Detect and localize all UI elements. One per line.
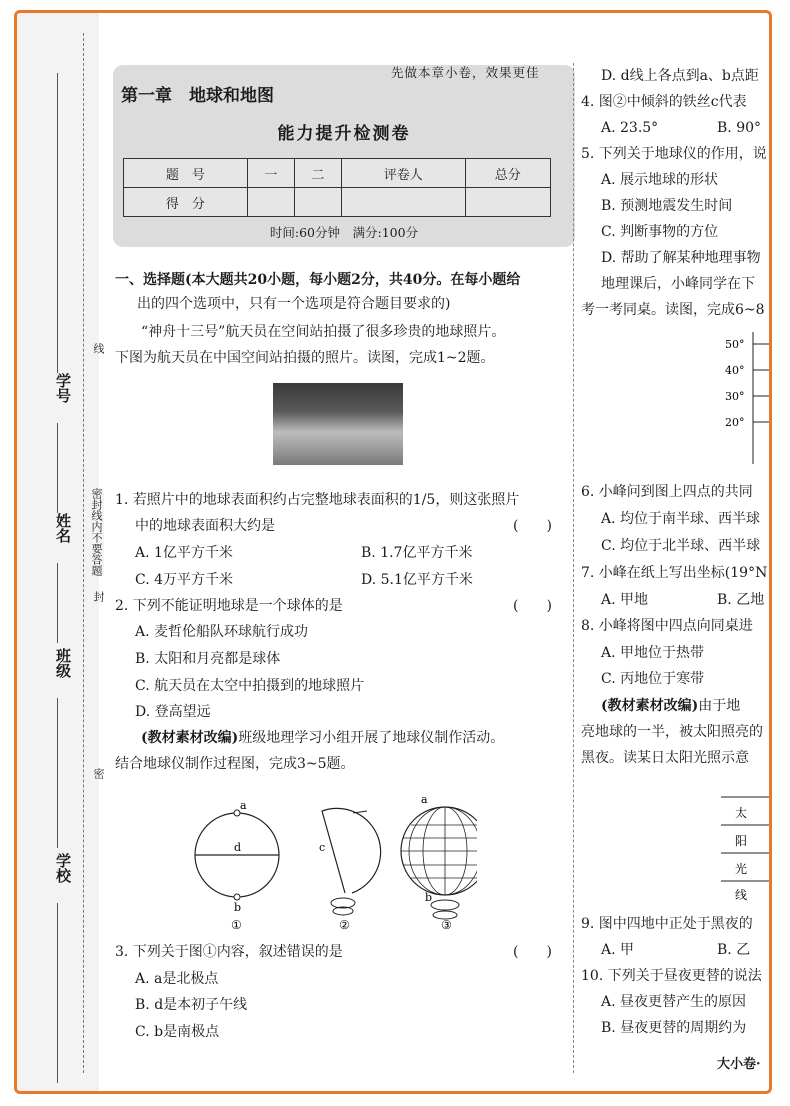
option[interactable]: B. 预测地震发生时间 (601, 198, 733, 214)
option[interactable]: C. 判断事物的方位 (601, 224, 719, 240)
margin-line (57, 563, 58, 643)
class-label: 班级 (54, 648, 72, 678)
option[interactable]: D. d线上各点到a、b点距 (601, 68, 759, 84)
figure-3-globe (401, 793, 477, 932)
option[interactable]: D. 登高望远 (135, 704, 211, 720)
option[interactable]: A. 展示地球的形状 (601, 172, 719, 188)
question-8: 8. 小峰将图中四点向同桌进 (581, 618, 753, 634)
option[interactable]: C. 4万平方千米 (135, 572, 234, 588)
passage-text: 地理课后，小峰同学在下 (601, 276, 755, 292)
question-4: 4. 图②中倾斜的铁丝c代表 (581, 94, 747, 110)
answer-bracket[interactable]: ( ) (513, 944, 552, 960)
passage-text: 下图为航天员在中国空间站拍摄的照片。读图，完成1~2题。 (115, 350, 495, 366)
score-input-cell[interactable] (294, 188, 341, 217)
score-header-cell: 一 (247, 159, 294, 188)
exam-page (14, 10, 772, 1094)
label-b: b (425, 891, 433, 904)
sunlight-char: 线 (735, 888, 748, 902)
latitude-grid-figure (717, 328, 772, 468)
score-input-cell[interactable] (465, 188, 550, 217)
lat-label: 50° (725, 338, 745, 351)
figure-number-1: ① (231, 918, 242, 932)
lat-label: 40° (725, 364, 745, 377)
passage-text: 黑夜。读某日太阳光照示意 (581, 750, 749, 766)
margin-line (57, 698, 58, 848)
globe-making-figure (177, 783, 477, 933)
option[interactable]: B. 昼夜更替的周期约为 (601, 1020, 747, 1036)
question-6: 6. 小峰问到图上四点的共同 (581, 484, 753, 500)
seal-warning: 密封线内不要答题 (90, 488, 103, 576)
answer-bracket[interactable]: ( ) (513, 518, 552, 534)
label-c: c (319, 841, 326, 854)
lat-label: 20° (725, 416, 745, 429)
label-b: b (234, 901, 242, 914)
option[interactable]: B. 太阳和月亮都是球体 (135, 651, 281, 667)
score-header-cell: 评卷人 (341, 159, 465, 188)
option[interactable]: B. 90° (717, 120, 762, 136)
option[interactable]: A. 1亿平方千米 (135, 545, 233, 561)
score-label-cell: 得 分 (124, 188, 248, 217)
option[interactable]: A. 昼夜更替产生的原因 (601, 994, 747, 1010)
seal-char-mi: 密 (92, 768, 105, 779)
name-label: 姓名 (54, 513, 72, 543)
passage-text: “神舟十三号”航天员在空间站拍摄了很多珍贵的地球照片。 (141, 324, 506, 340)
source-tag: (教材素材改编) (601, 698, 699, 714)
option[interactable]: B. 乙地 (717, 592, 765, 608)
sunlight-char: 太 (735, 806, 748, 820)
question-1: 1. 若照片中的地球表面积约占完整地球表面积的1/5，则这张照片 (115, 492, 520, 508)
space-station-earth-photo (273, 383, 403, 465)
answer-bracket[interactable]: ( ) (513, 598, 552, 614)
section-instructions: 出的四个选项中，只有一个选项是符合题目要求的) (137, 296, 451, 312)
label-d: d (234, 841, 242, 854)
question-9: 9. 图中四地中正处于黑夜的 (581, 916, 753, 932)
source-tag: (教材素材改编) (141, 730, 239, 746)
figure-number-3: ③ (441, 918, 452, 932)
margin-line (57, 73, 58, 373)
lat-label: 30° (725, 390, 745, 403)
passage-text: 班级地理学习小组开展了地球仪制作活动。 (238, 730, 505, 746)
question-1-cont: 中的地球表面积大约是 (135, 518, 275, 534)
label-a: a (421, 793, 428, 806)
tagline: 先做本章小卷，效果更佳 (391, 65, 540, 80)
figure-number-2: ② (339, 918, 350, 932)
footer-label: 大小卷· (717, 1057, 761, 1072)
score-header-cell: 题 号 (124, 159, 248, 188)
paper-title: 能力提升检测卷 (277, 124, 411, 144)
score-table (123, 158, 551, 217)
score-header-cell: 二 (294, 159, 341, 188)
passage-text: 由于地 (698, 698, 741, 714)
score-header-cell: 总分 (465, 159, 550, 188)
option[interactable]: B. d是本初子午线 (135, 997, 248, 1013)
option[interactable]: C. 丙地位于寒带 (601, 671, 705, 687)
option[interactable]: C. b是南极点 (135, 1024, 220, 1040)
question-10: 10. 下列关于昼夜更替的说法 (581, 968, 762, 984)
option[interactable]: A. 甲地位于热带 (601, 645, 705, 661)
option[interactable]: D. 帮助了解某种地理事物 (601, 250, 761, 266)
score-input-cell[interactable] (247, 188, 294, 217)
column-divider (573, 63, 574, 1073)
seal-char-feng: 封 (92, 591, 105, 602)
question-7: 7. 小峰在纸上写出坐标(19°N (581, 565, 768, 581)
option[interactable]: A. 甲 (601, 942, 635, 958)
school-label: 学校 (54, 853, 72, 883)
option[interactable]: A. 均位于南半球、西半球 (601, 511, 761, 527)
sunlight-char: 阳 (735, 834, 748, 848)
margin-line (57, 903, 58, 1083)
passage-text: 考一考同桌。读图，完成6~8 (581, 302, 765, 318)
passage-text: 亮地球的一半，被太阳照亮的 (581, 724, 763, 740)
question-2: 2. 下列不能证明地球是一个球体的是 (115, 598, 343, 614)
sunlight-char: 光 (735, 862, 748, 876)
option[interactable]: A. 23.5° (601, 120, 659, 136)
seal-char-xian: 线 (92, 343, 105, 354)
question-3: 3. 下列关于图①内容，叙述错误的是 (115, 944, 343, 960)
chapter-title: 第一章 地球和地图 (121, 86, 274, 106)
label-a: a (240, 799, 247, 812)
sunlight-figure (717, 785, 772, 905)
figure-1-circle (195, 799, 279, 932)
score-input-cell[interactable] (341, 188, 465, 217)
seal-dashed-line (83, 33, 84, 1073)
option[interactable]: A. 麦哲伦船队环球航行成功 (135, 624, 309, 640)
figure-2-wire (319, 808, 381, 932)
option[interactable]: A. a是北极点 (135, 971, 219, 987)
option[interactable]: D. 5.1亿平方千米 (361, 572, 473, 588)
passage-text: 结合地球仪制作过程图，完成3~5题。 (115, 756, 355, 772)
option[interactable]: B. 乙 (717, 942, 751, 958)
option[interactable]: B. 1.7亿平方千米 (361, 545, 473, 561)
option[interactable]: C. 均位于北半球、西半球 (601, 538, 761, 554)
question-5: 5. 下列关于地球仪的作用，说 (581, 146, 767, 162)
student-id-label: 学号 (54, 373, 72, 403)
option[interactable]: C. 航天员在太空中拍摄到的地球照片 (135, 678, 365, 694)
section-heading: 一、选择题(本大题共20小题，每小题2分，共40分。在每小题给 (115, 272, 521, 288)
binding-margin (17, 13, 99, 1091)
option[interactable]: A. 甲地 (601, 592, 649, 608)
time-and-score: 时间:60分钟 满分:100分 (269, 225, 419, 240)
margin-line (57, 423, 58, 513)
